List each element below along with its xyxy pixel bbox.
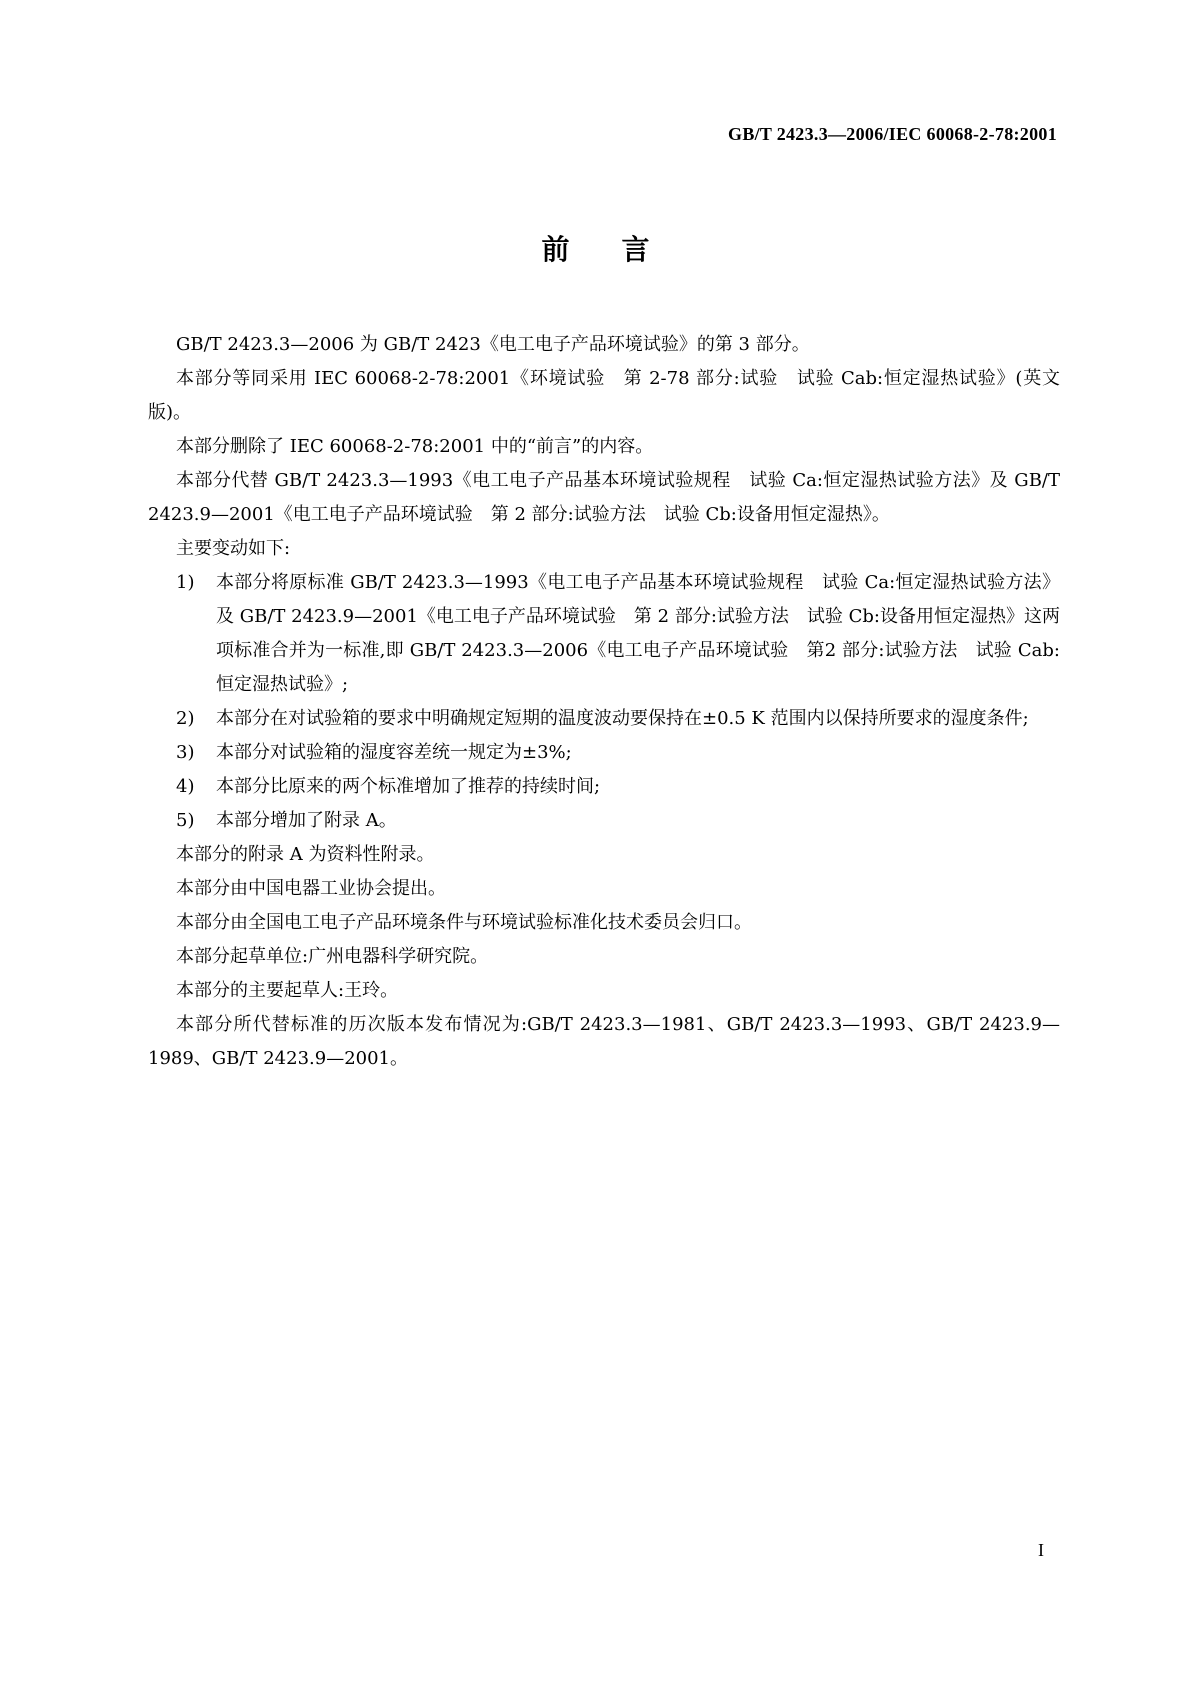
paragraph-deleted-foreword: 本部分删除了 IEC 60068-2-78:2001 中的“前言”的内容。 — [176, 436, 654, 457]
paragraph-replaces: 本部分代替 GB/T 2423.3—1993《电工电子产品基本环境试验规程 试验 Ca:恒定湿热试验方法》及 GB/T 2423.9—2001《电工电子产品环境试验 第 2 部分:试验方法 试验 Cb:设备用恒定湿热》。 — [148, 470, 1060, 525]
list-item-number: 4) — [176, 776, 195, 797]
paragraph-main-changes-intro: 主要变动如下: — [176, 538, 291, 559]
list-item — [148, 770, 1060, 804]
list-item-number: 1) — [176, 572, 195, 593]
list-item-text: 本部分将原标准 GB/T 2423.3—1993《电工电子产品基本环境试验规程 试验 Ca:恒定湿热试验方法》及 GB/T 2423.9—2001《电工电子产品环境试验 第 2 部分:试验方法 试验 Cb:设备用恒定湿热》这两项标准合并为一标准,即 GB/T 2423.3—2006《电工电子产品环境试验 第2 部分:试验方法 试验 Cab:恒定湿热试验》; — [216, 572, 1060, 695]
paragraph-proposed-by: 本部分由中国电器工业协会提出。 — [176, 878, 446, 899]
standard-code-header: GB/T 2423.3—2006/IEC 60068-2-78:2001 — [728, 124, 1057, 144]
foreword-body — [148, 328, 1060, 1076]
list-item-text: 本部分比原来的两个标准增加了推荐的持续时间; — [216, 776, 601, 797]
list-item — [148, 702, 1060, 736]
list-item-text: 本部分增加了附录 A。 — [216, 810, 397, 831]
list-item-text: 本部分对试验箱的湿度容差统一规定为±3%; — [216, 742, 572, 763]
paragraph-main-drafters: 本部分的主要起草人:王玲。 — [176, 980, 399, 1001]
paragraph-under-jurisdiction: 本部分由全国电工电子产品环境条件与环境试验标准化技术委员会归口。 — [176, 912, 752, 933]
list-item-number: 3) — [176, 742, 195, 763]
paragraph-annex-informative: 本部分的附录 A 为资料性附录。 — [176, 844, 435, 865]
page-title: 前言 — [541, 233, 702, 266]
list-item-text: 本部分在对试验箱的要求中明确规定短期的温度波动要保持在±0.5 K 范围内以保持所要求的湿度条件; — [216, 708, 1029, 729]
paragraph-part-of-series: GB/T 2423.3—2006 为 GB/T 2423《电工电子产品环境试验》的第 3 部分。 — [176, 334, 810, 355]
changes-list — [148, 566, 1060, 838]
page-number: I — [1038, 1540, 1044, 1560]
list-item — [148, 804, 1060, 838]
paragraph-drafting-organization: 本部分起草单位:广州电器科学研究院。 — [176, 946, 489, 967]
list-item-number: 2) — [176, 708, 195, 729]
paragraph-previous-editions: 本部分所代替标准的历次版本发布情况为:GB/T 2423.3—1981、GB/T 2423.3—1993、GB/T 2423.9—1989、GB/T 2423.9—2001。 — [148, 1014, 1060, 1069]
paragraph-equivalent-adoption: 本部分等同采用 IEC 60068-2-78:2001《环境试验 第 2-78 部分:试验 试验 Cab:恒定湿热试验》(英文版)。 — [148, 368, 1060, 423]
list-item-number: 5) — [176, 810, 195, 831]
list-item — [148, 736, 1060, 770]
list-item — [148, 566, 1060, 702]
